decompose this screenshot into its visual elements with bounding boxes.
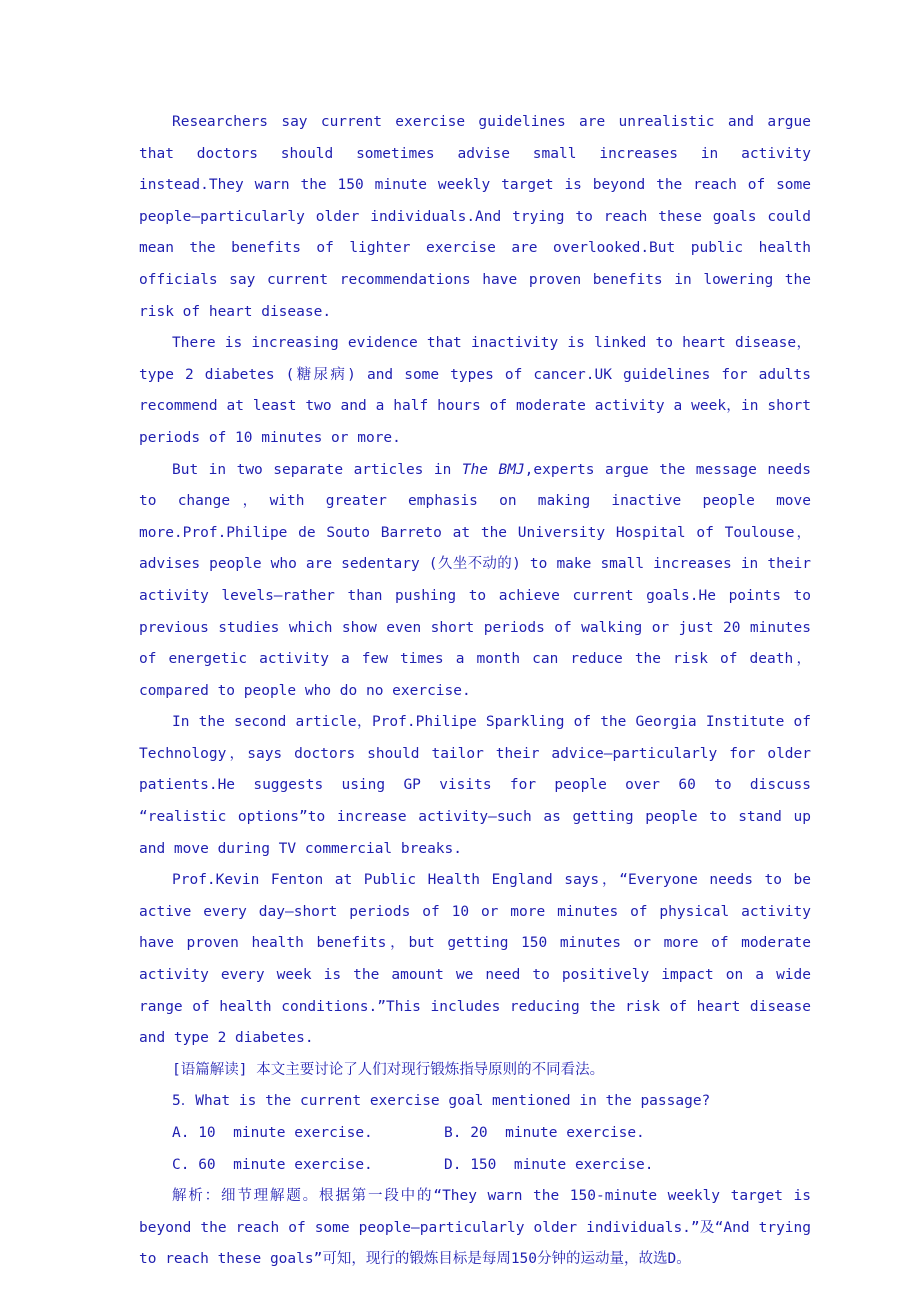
- paragraph-5: Prof.Kevin Fenton at Public Health England says，“Everyone needs to be active every day—short periods of 10 or more minutes of physical activity have proven health benefits，but getting 150 minutes or more of moderate activity every week is the amount we need to positively impact on a wide range of health conditions.”This includes reducing the risk of heart disease and type 2 diabetes.: [139, 872, 811, 1047]
- paragraph-3: [139, 455, 811, 708]
- paragraph-4: In the second article，Prof.Philipe Sparkling of the Georgia Institute of Technology，says doctors should tailor their advice—particularly for older patients.He suggests using GP visits for people over 60 to discuss “realistic options”to increase activity—such as getting people to stand up and move during TV commercial breaks.: [139, 714, 811, 857]
- paragraph-3-intro: But in two separate articles in: [172, 461, 462, 478]
- option-d: D. 150 minute exercise.: [444, 1156, 654, 1173]
- paragraph-1: Researchers say current exercise guidelines are unrealistic and argue that doctors should sometimes advise small increases in activity instead.They warn the 150 minute weekly target is beyond the reach of some people—particularly older individuals.And trying to reach these goals could mean the benefits of lighter exercise are overlooked.But public health officials say current recommendations have proven benefits in lowering the risk of heart disease.: [139, 114, 811, 320]
- paragraph-2: There is increasing evidence that inactivity is linked to heart disease，type 2 diabetes (糖尿病) and some types of cancer.UK guidelines for adults recommend at least two and a half hours of moderate activity a week，in short periods of 10 minutes or more.: [139, 335, 811, 446]
- answer-options: [139, 1118, 811, 1181]
- option-a: A. 10 minute exercise.: [172, 1125, 373, 1141]
- option-c: C. 60 minute exercise.: [172, 1156, 373, 1173]
- paragraph-3-body: ,experts argue the message needs to change，with greater emphasis on making inactive people move more.Prof.Philipe de Souto Barreto at the University Hospital of Toulouse，advises people who are sedentary (久坐不动的) to make small increases in their activity levels—rather than pushing to achieve current goals.He points to previous studies which show even short periods of walking or just 20 minutes of energetic activity a few times a month can reduce the risk of death，compared to people who do no exercise.: [139, 461, 811, 699]
- answer-explanation: 解析：细节理解题。根据第一段中的“They warn the 150-minute weekly target is beyond the reach of some people—particularly older individuals.”及“And trying to reach these goals”可知，现行的锻炼目标是每周150分钟的运动量，故选D。: [139, 1188, 811, 1268]
- journal-title: The BMJ: [461, 461, 525, 478]
- option-b: B. 20 minute exercise.: [444, 1125, 645, 1141]
- document-content: [139, 107, 811, 1276]
- question-stem: 5．What is the current exercise goal mentioned in the passage?: [172, 1093, 711, 1110]
- reading-note: [语篇解读] 本文主要讨论了人们对现行锻炼指导原则的不同看法。: [172, 1061, 605, 1078]
